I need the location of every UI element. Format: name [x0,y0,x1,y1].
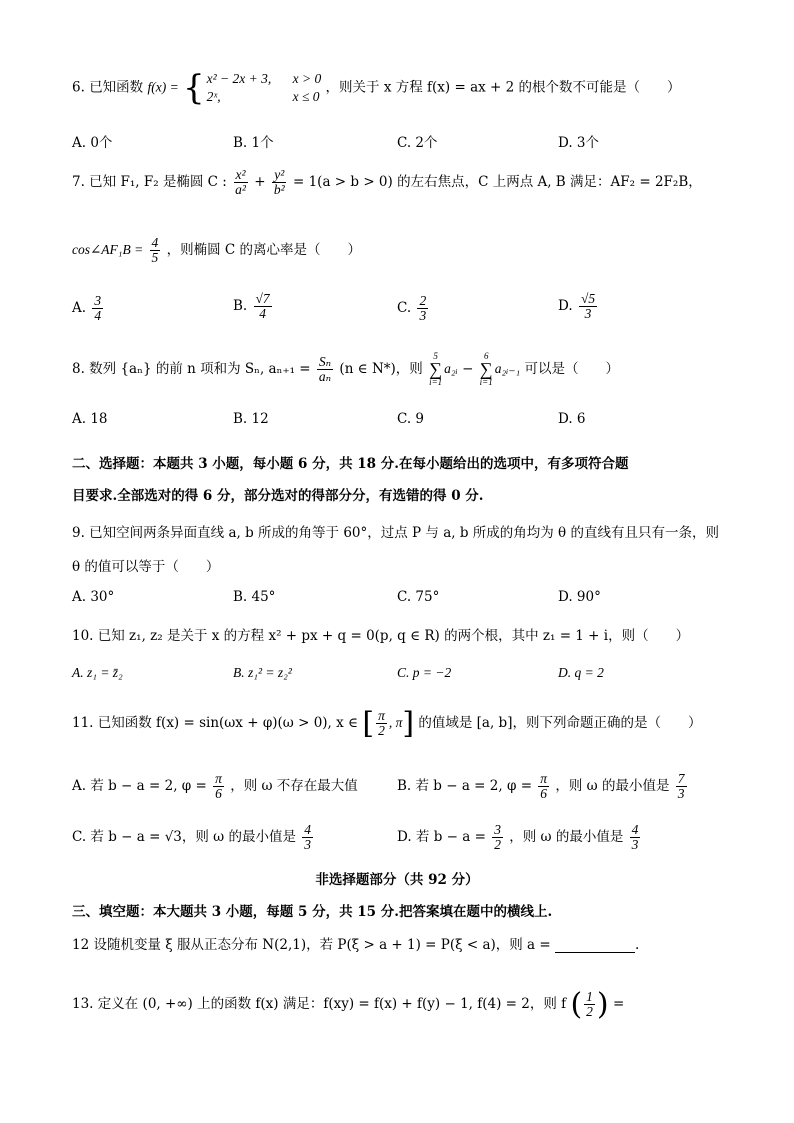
q7-line2-b: ，则椭圆 C 的离心率是（ ） [166,242,361,259]
q7-option-a: A. $\frac{3}{4}$ [72,293,102,324]
q8-option-a: A. 18 [72,411,108,427]
q6-case2-expr: 2ˣ, [206,89,221,105]
question-8 [72,352,619,387]
q9-option-b: B. 45° [233,589,276,605]
q9-line2: θ 的值可以等于（ ） [72,559,220,575]
section-2-line1: 二、选择题：本题共 3 小题，每小题 6 分，共 18 分.在每小题给出的选项中，有多项符合题 [72,456,629,472]
q6-option-b: B. 1个 [233,135,274,151]
q10-option-d: D. q = 2 [558,665,604,680]
q11-option-c: C. 若 b − a = √3，则 ω 的最小值是 $\frac{4}{3}$ [72,822,312,853]
question-6 [72,68,681,109]
q8-sum1-term: a₂ᵢ [444,361,458,377]
q6-intro: 已知函数 [89,79,144,96]
q6-case2-cond: x ≤ 0 [292,89,320,105]
q11-interval-frac: $\frac{\pi}{2}$ [378,707,385,738]
q11-option-d: D. 若 b − a = $\frac{3}{2}$ ，则 ω 的最小值是 $\frac{4}{3}$ [397,822,639,853]
q12-answer-blank[interactable] [555,952,635,953]
question-11: 11. 已知函数 f(x) = sin(ωx + φ)(ω > 0), x ∈ [ $\frac{\pi}{2}$ , π] 的值域是 [a, b]，则下列命题正确的是（ ） [72,706,702,741]
q11-option-b: B. 若 b − a = 2, φ = $\frac{\pi}{6}$ ，则 ω 的最小值是 $\frac{7}{3}$ [397,771,685,802]
q6-piecewise [183,68,322,109]
q8-sum1: 5 ∑ i=1 [429,351,443,387]
q6-case1-cond: x > 0 [292,71,322,86]
q9-option-c: C. 75° [397,589,440,605]
q8-sum2-term: a₂ᵢ₋₁ [494,361,521,377]
q8-part-b: (n ∈ N*)，则 [339,361,423,378]
q6-case1-expr: x² − 2x + 3, [206,71,272,86]
brace-glyph: { [183,68,205,109]
q8-option-b: B. 12 [233,411,269,427]
q8-part-a: 8. 数列 {aₙ} 的前 n 项和为 Sₙ, aₙ₊₁ = [72,361,311,378]
q6-rest: ，则关于 x 方程 f(x) = ax + 2 的根个数不可能是（ ） [325,79,681,96]
q9-option-d: D. 90° [558,589,601,605]
question-12 [72,933,639,953]
q7-cos-frac: $\frac{4}{5}$ [151,235,159,266]
q6-option-c: C. 2个 [397,135,438,151]
q10-stem: 10. 已知 z₁, z₂ 是关于 x 的方程 x² + px + q = 0(p, q ∈ R) 的两个根，其中 z₁ = 1 + i，则（ ） [72,628,690,644]
q8-part-c: 可以是（ ） [524,361,619,378]
q7-ellipse-frac2: $\frac{\text{y²}}{\text{b²}}$ [273,167,285,198]
q7-option-c: C. $\frac{2}{3}$ [397,293,427,324]
q13-frac: $\frac{1}{2}$ [586,988,593,1019]
q7-plus: + [254,174,266,191]
q11-part-b: 的值域是 [a, b]，则下列命题正确的是（ ） [418,715,702,731]
q6-option-d: D. 3个 [558,135,600,151]
q9-option-a: A. 30° [72,589,115,605]
q11-part-a: 11. 已知函数 f(x) = sin(ωx + φ)(ω > 0), x ∈ [72,715,359,731]
q7-line1-a: 7. 已知 F₁, F₂ 是椭圆 C : [72,174,227,191]
q6-func: f(x) = [147,79,179,95]
q10-option-b: B. z₁² = z₂² [233,665,292,680]
q8-option-d: D. 6 [558,411,586,427]
q13-text: 13. 定义在 (0, +∞) 上的函数 f(x) 满足：f(xy) = f(x) + f(y) − 1, f(4) = 2，则 f [72,996,567,1012]
question-7-line1 [72,168,702,197]
q10-option-a: A. z₁ = z̄₂ [72,665,123,680]
q8-sum2: 6 ∑ i=1 [479,351,493,387]
q7-ellipse-frac1: $\frac{\text{x²}}{\text{a²}}$ [235,167,246,198]
q8-minus: − [462,361,474,378]
q8-option-c: C. 9 [397,411,425,427]
section-2-line2: 目要求.全部选对的得 6 分，部分选对的得部分分，有选错的得 0 分. [72,488,484,504]
question-13: 13. 定义在 (0, +∞) 上的函数 f(x) 满足：f(xy) = f(x) + f(y) − 1, f(4) = 2，则 f ( $\frac{1}{2}$ ) = [72,987,625,1022]
q13-tail: = [612,996,625,1012]
q11-interval-tail: , π [388,715,403,730]
section-3-header: 三、填空题：本大题共 3 小题，每题 5 分，共 15 分.把答案填在题中的横线上. [72,904,553,920]
q6-option-a: A. 0个 [72,135,113,151]
question-7-line2 [72,236,361,265]
q10-option-c: C. p = −2 [397,665,452,680]
q7-option-d: D. $\frac{√5}{3}$ [558,291,596,322]
nonchoice-title: 非选择题部分（共 92 分） [315,872,479,888]
q7-line1-b: = 1(a > b > 0) 的左右焦点，C 上两点 A, B 满足：AF₂ = 2F₂B， [292,174,702,191]
q7-cos-expr: cos∠AF₁B = [72,242,144,258]
q7-option-b: B. $\frac{√7}{4}$ [233,291,270,322]
q6-number: 6. [72,79,85,96]
q12-text: 12 设随机变量 ξ 服从正态分布 N(2,1)，若 P(ξ > a + 1) = P(ξ < a)，则 a = [72,937,551,953]
q11-option-a: A. 若 b − a = 2, φ = $\frac{\pi}{6}$ ，则 ω 不存在最大值 [72,771,358,802]
q8-frac: $\frac{\text{Sₙ}}{\text{aₙ}}$ [318,353,332,385]
q12-tail: . [635,937,640,953]
q9-line1: 9. 已知空间两条异面直线 a, b 所成的角等于 60°，过点 P 与 a, b 所成的角均为 θ 的直线有且只有一条，则 [72,525,719,541]
